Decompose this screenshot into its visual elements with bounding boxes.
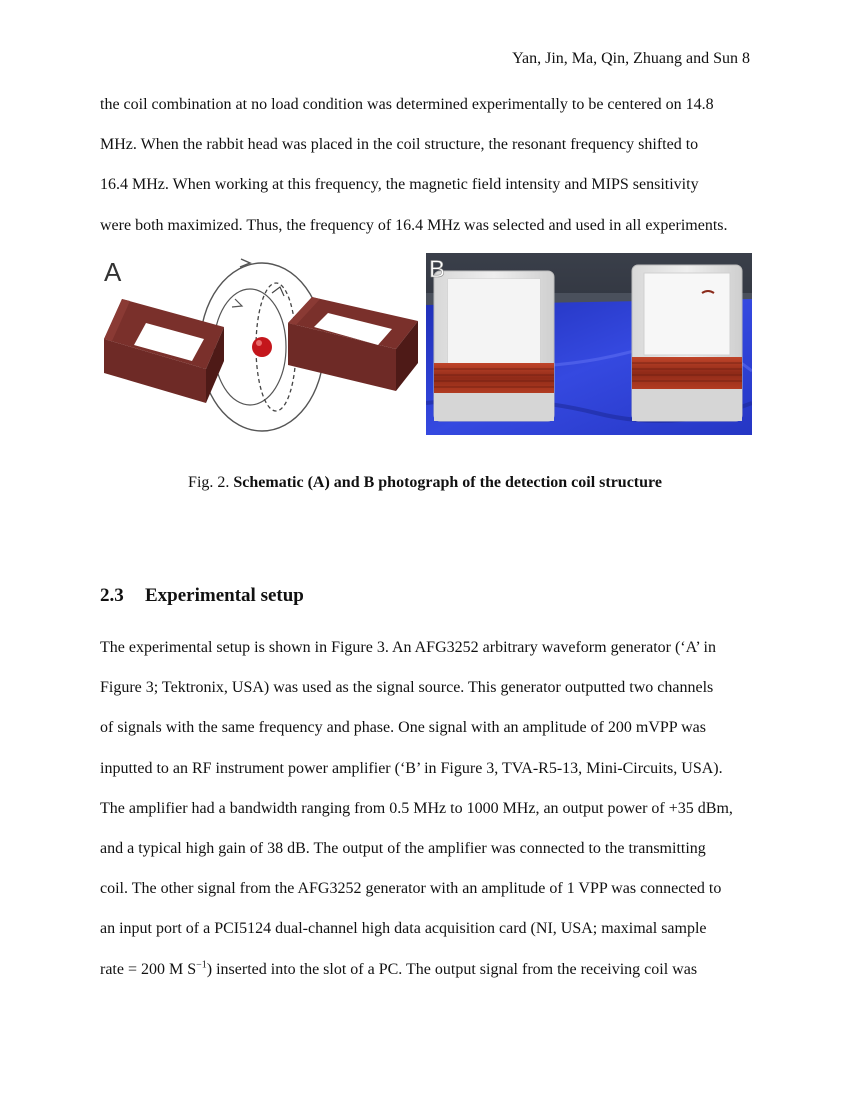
- text-line: of signals with the same frequency and phase. One signal with an amplitude of 200 mVPP was: [100, 719, 706, 737]
- field-line: [214, 289, 286, 405]
- text-line: The amplifier had a bandwidth ranging from 0.5 MHz to 1000 MHz, an output power of +35 dBm,: [100, 799, 733, 817]
- caption-prefix: Fig. 2.: [188, 474, 234, 491]
- figure-caption: [0, 473, 850, 493]
- sphere-highlight: [256, 340, 262, 346]
- figure-panel-a: [100, 253, 422, 435]
- arrow-icon: [232, 299, 242, 307]
- figure-panel-b: [426, 253, 752, 435]
- paragraph-intro: [100, 85, 752, 246]
- text-line: were both maximized. Thus, the frequency of 16.4 MHz was selected and used in all experiments.: [100, 216, 728, 234]
- text-fragment: ) inserted into the slot of a PC. The output signal from the receiving coil was: [206, 960, 698, 978]
- section-title: Experimental setup: [145, 585, 304, 606]
- text-fragment: rate = 200 M S: [100, 960, 197, 978]
- running-head: Yan, Jin, Ma, Qin, Zhuang and Sun 8: [512, 50, 750, 67]
- text-line: [100, 950, 752, 990]
- text-line: MHz. When the rabbit head was placed in the coil structure, the resonant frequency shifted to: [100, 136, 699, 154]
- paragraph-experimental-setup: [100, 628, 752, 990]
- right-coil-former: [632, 265, 742, 421]
- text-line: and a typical high gain of 38 dB. The output of the amplifier was connected to the transmitting: [100, 839, 706, 857]
- text-line: an input port of a PCI5124 dual-channel high data acquisition card (NI, USA; maximal sample: [100, 920, 707, 938]
- sample-sphere: [252, 337, 272, 357]
- superscript: −1: [196, 959, 207, 971]
- text-line: coil. The other signal from the AFG3252 generator with an amplitude of 1 VPP was connected to: [100, 880, 722, 898]
- figure-2: [100, 253, 752, 435]
- panel-b-label: B: [429, 256, 446, 283]
- arrow-icon: [272, 287, 284, 296]
- left-coil-former: [434, 271, 554, 421]
- text-line: the coil combination at no load condition was determined experimentally to be centered on 14.8: [100, 96, 714, 113]
- text-line: The experimental setup is shown in Figure 3. An AFG3252 arbitrary waveform generator (‘A’ in: [100, 639, 716, 656]
- coil-schematic: [100, 253, 422, 435]
- section-number: 2.3: [100, 585, 124, 606]
- text-line: Figure 3; Tektronix, USA) was used as the signal source. This generator outputted two channels: [100, 679, 714, 697]
- right-coil: [288, 297, 418, 391]
- coil-photograph: [426, 253, 752, 435]
- section-heading: [100, 584, 304, 608]
- panel-a-label: A: [104, 257, 122, 287]
- text-line: 16.4 MHz. When working at this frequency, the magnetic field intensity and MIPS sensitivity: [100, 176, 699, 194]
- left-coil: [104, 299, 224, 403]
- text-line: inputted to an RF instrument power amplifier (‘B’ in Figure 3, TVA-R5-13, Mini-Circuits, USA).: [100, 759, 723, 777]
- caption-title: Schematic (A) and B photograph of the detection coil structure: [233, 474, 662, 491]
